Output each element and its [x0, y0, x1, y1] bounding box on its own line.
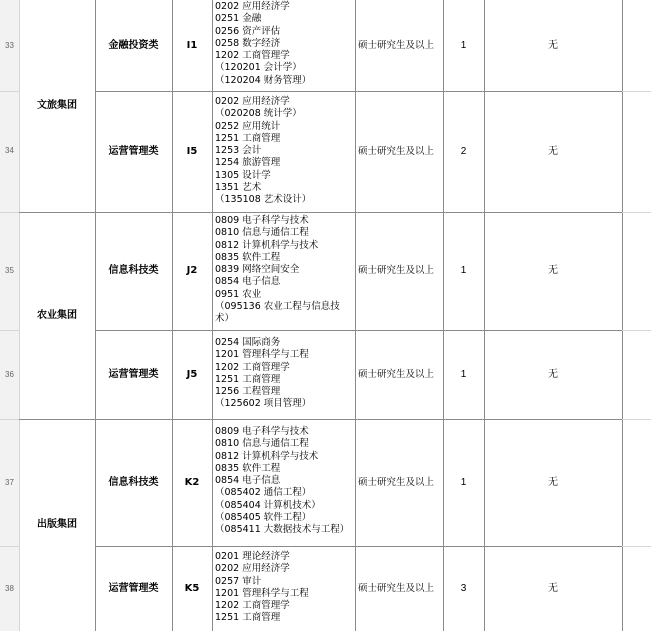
- row-number[interactable]: 34: [5, 146, 14, 155]
- row-number[interactable]: 35: [5, 266, 14, 275]
- category-cell: 运营管理类: [108, 369, 159, 380]
- majors-cell: 0254 国际商务 1201 管理科学与工程 1202 工商管理学 1251 工商管理 1256 工程管理 （125602 项目管理）: [215, 337, 312, 410]
- row-number[interactable]: 38: [5, 584, 14, 593]
- code-cell: K5: [184, 583, 200, 594]
- count-cell: 2: [460, 146, 467, 157]
- other-cell: 无: [548, 369, 558, 380]
- code-cell: I1: [186, 40, 198, 51]
- count-cell: 3: [460, 583, 467, 594]
- other-cell: 无: [548, 477, 558, 488]
- group-name: 出版集团: [37, 519, 77, 530]
- education-cell: 硕士研究生及以上: [358, 369, 435, 380]
- row-header-column: [0, 0, 19, 631]
- education-cell: 硕士研究生及以上: [358, 477, 435, 488]
- row-number[interactable]: 37: [5, 478, 14, 487]
- category-cell: 运营管理类: [108, 583, 159, 594]
- majors-cell: 0202 应用经济学 0251 金融 0256 资产评估 0258 数字经济 1202 工商管理学 （120201 会计学） （120204 财务管理）: [215, 1, 312, 86]
- count-cell: 1: [460, 369, 467, 380]
- majors-cell: 0809 电子科学与技术 0810 信息与通信工程 0812 计算机科学与技术 0835 软件工程 0839 网络空间安全 0854 电子信息 0951 农业 （095136 农业工程与信息技 术）: [215, 215, 340, 325]
- group-name: 文旅集团: [37, 100, 77, 111]
- count-cell: 1: [460, 265, 467, 276]
- group-name: 农业集团: [37, 310, 77, 321]
- majors-cell: 0202 应用经济学 （020208 统计学） 0252 应用统计 1251 工商管理 1253 会计 1254 旅游管理 1305 设计学 1351 艺术 （135108 艺术设计）: [215, 96, 312, 206]
- education-cell: 硕士研究生及以上: [358, 40, 435, 51]
- row-number[interactable]: 36: [5, 370, 14, 379]
- category-cell: 金融投资类: [108, 40, 159, 51]
- majors-cell: 0809 电子科学与技术 0810 信息与通信工程 0812 计算机科学与技术 0835 软件工程 0854 电子信息 （085402 通信工程） （085404 计算机技术） （085405 软件工程） （085411 大数据技术与工程）: [215, 426, 350, 536]
- code-cell: K2: [184, 477, 200, 488]
- category-cell: 信息科技类: [108, 265, 159, 276]
- count-cell: 1: [460, 40, 467, 51]
- code-cell: I5: [186, 146, 198, 157]
- other-cell: 无: [548, 40, 558, 51]
- code-cell: J2: [186, 265, 198, 276]
- code-cell: J5: [186, 369, 198, 380]
- education-cell: 硕士研究生及以上: [358, 146, 435, 157]
- other-cell: 无: [548, 146, 558, 157]
- education-cell: 硕士研究生及以上: [358, 265, 435, 276]
- category-cell: 信息科技类: [108, 477, 159, 488]
- other-cell: 无: [548, 265, 558, 276]
- majors-cell: 0201 理论经济学 0202 应用经济学 0257 审计 1201 管理科学与工程 1202 工商管理学 1251 工商管理: [215, 551, 309, 624]
- category-cell: 运营管理类: [108, 146, 159, 157]
- other-cell: 无: [548, 583, 558, 594]
- count-cell: 1: [460, 477, 467, 488]
- education-cell: 硕士研究生及以上: [358, 583, 435, 594]
- row-number[interactable]: 33: [5, 41, 14, 50]
